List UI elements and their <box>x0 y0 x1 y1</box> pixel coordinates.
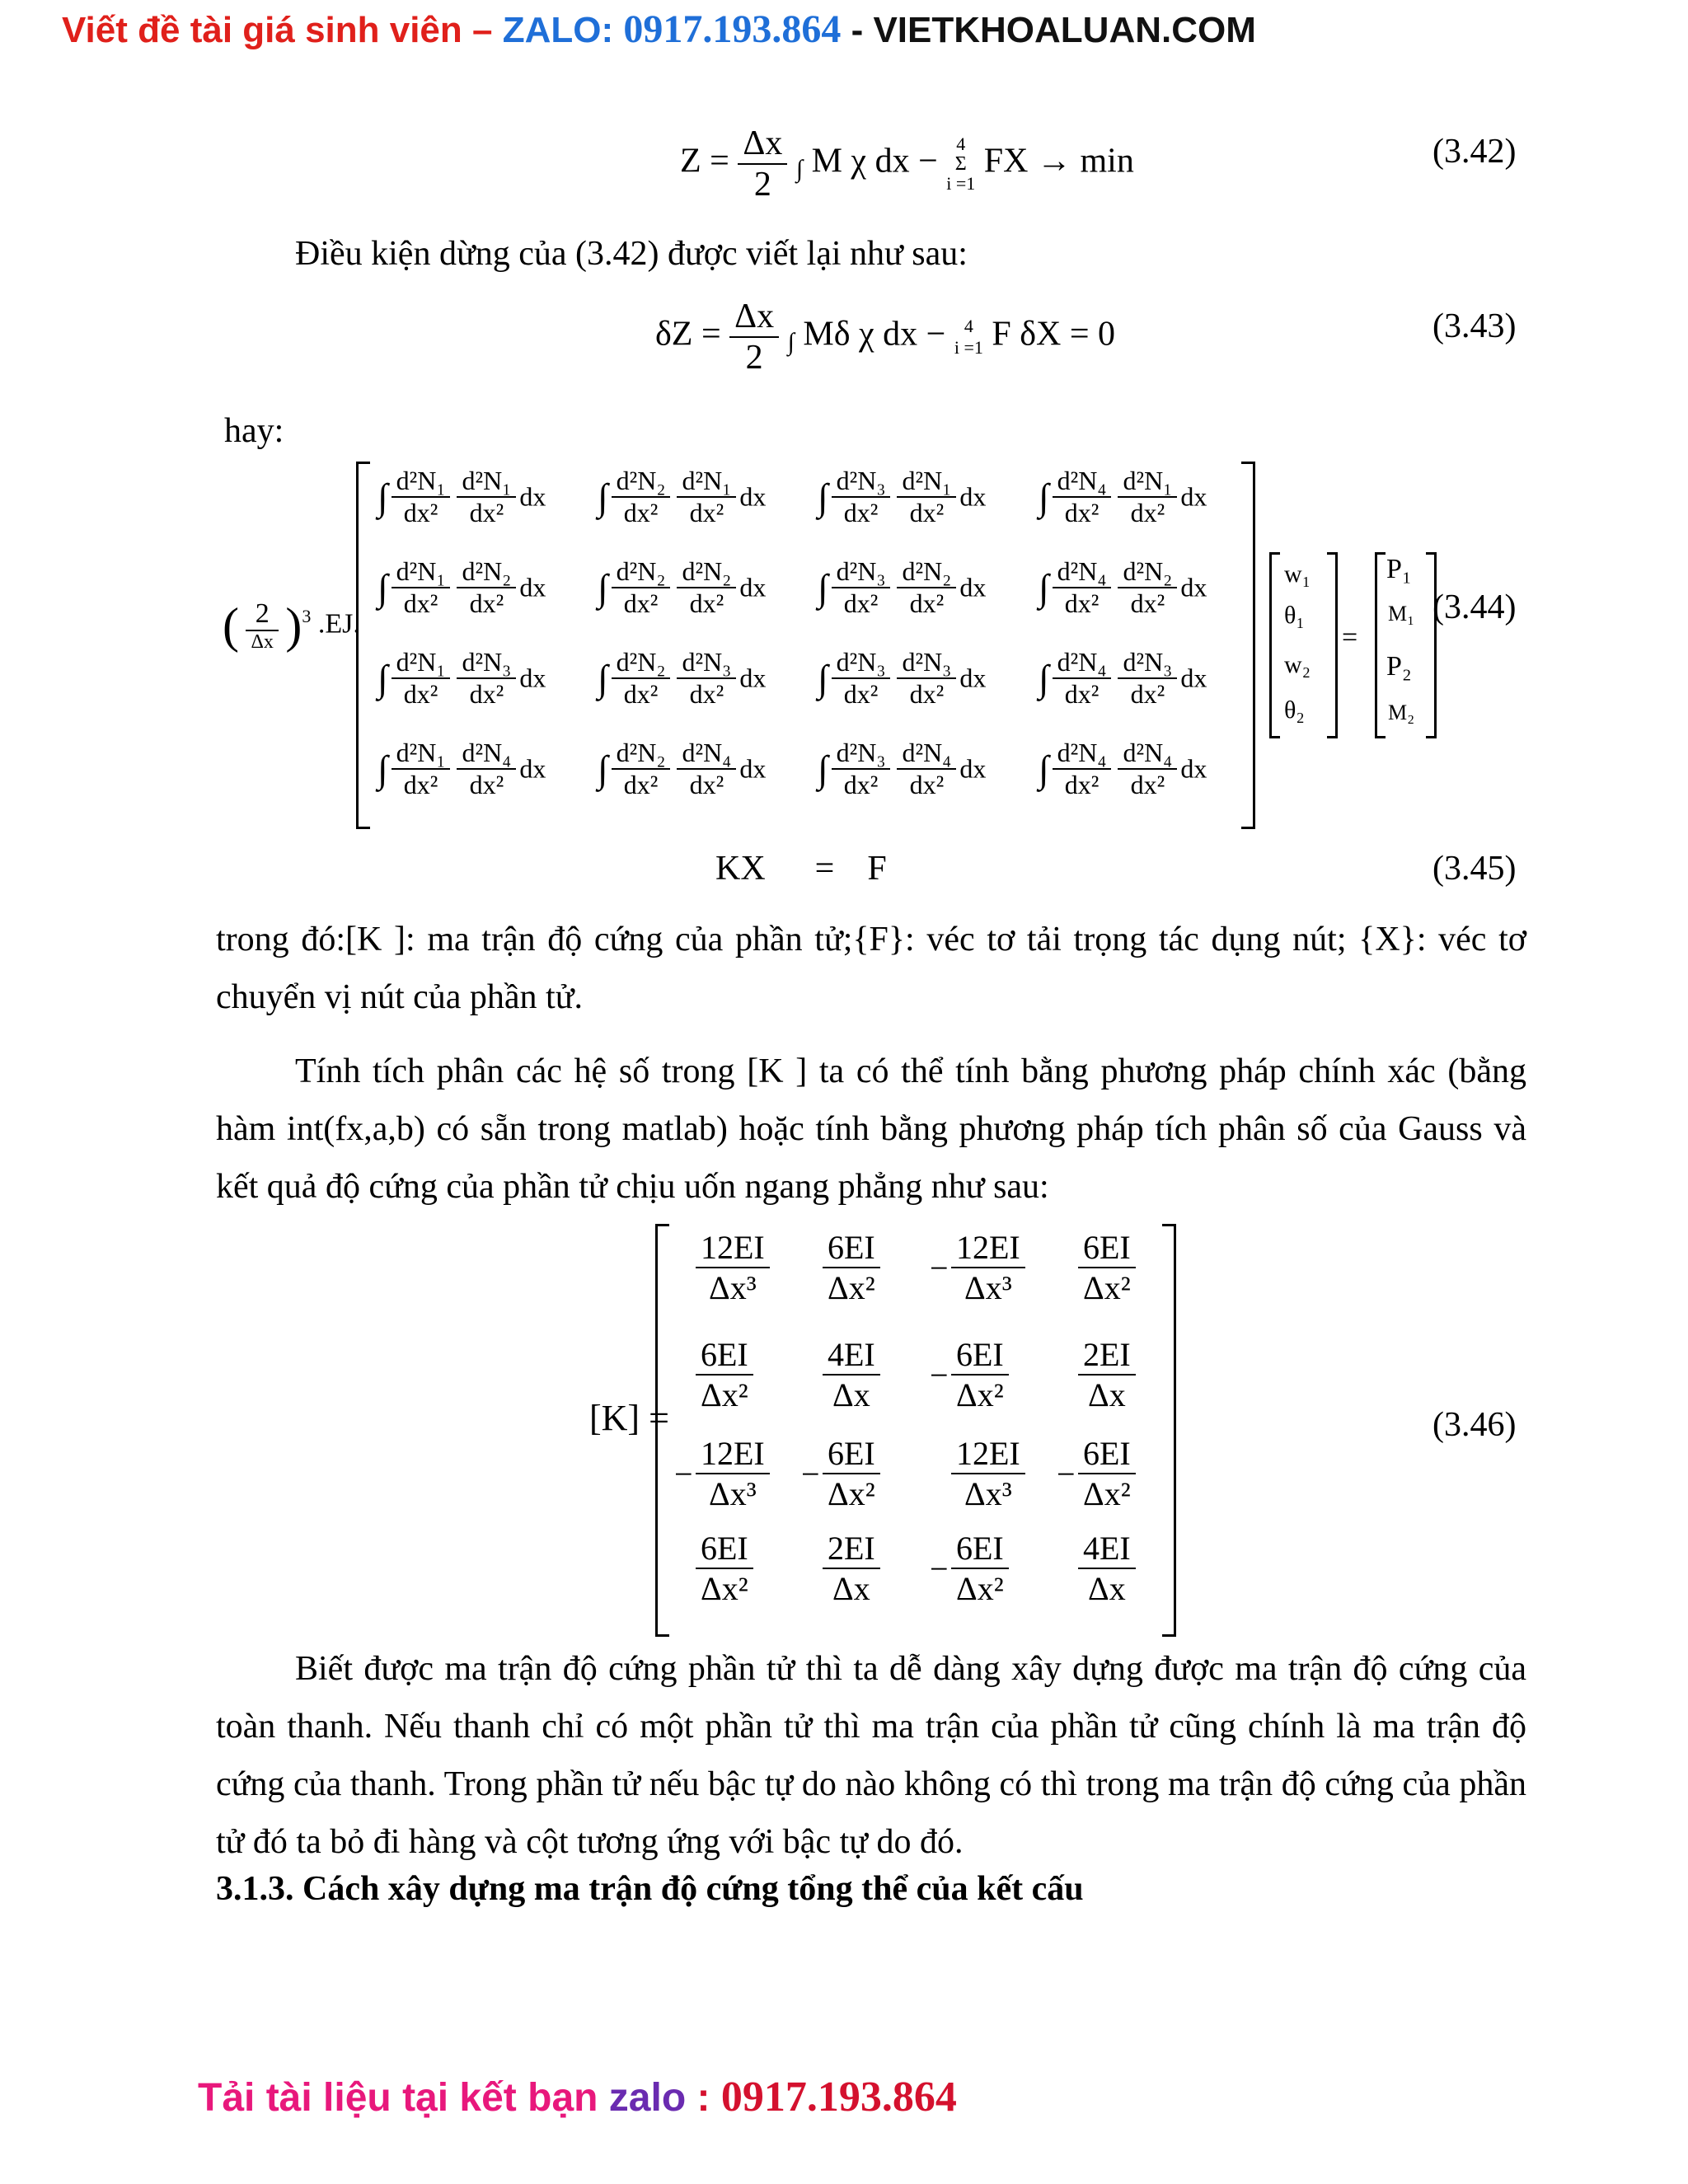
fraction: $\frac{4EI}{\Delta x}$ <box>1078 1529 1136 1608</box>
integral-entry <box>598 466 766 528</box>
vector-bracket-left <box>1375 552 1386 738</box>
sign: − <box>930 1549 949 1587</box>
equation-3-44 <box>223 462 1517 841</box>
derivative-fraction: $\frac{\text{d²N₄}}{\text{dx²}}$ <box>457 738 516 800</box>
fraction: $\frac{\Delta x}{2}$ <box>729 297 779 377</box>
integral-sign: ∫ <box>1039 476 1049 518</box>
integral-entry <box>1039 738 1207 800</box>
integral-entry <box>818 556 986 619</box>
equation-label: (3.44) <box>1432 588 1517 626</box>
sign: − <box>930 1249 949 1286</box>
derivative-fraction: $\frac{\text{d²N₂}}{\text{dx²}}$ <box>612 466 671 528</box>
derivative-fraction: $\frac{\text{d²N₃}}{\text{dx²}}$ <box>832 556 891 619</box>
integral-entry <box>598 647 766 710</box>
matrix-bracket-left <box>655 1224 669 1637</box>
differential: dx <box>1180 481 1207 512</box>
header-text: Viết đề tài giá sinh viên – <box>62 10 503 50</box>
derivative-fraction: $\frac{\text{d²N₂}}{\text{dx²}}$ <box>457 556 516 619</box>
derivative-fraction: $\frac{\text{d²N₄}}{\text{dx²}}$ <box>1053 466 1112 528</box>
integral-sign: ∫ <box>1039 566 1049 609</box>
derivative-fraction: $\frac{\text{d²N₁}}{\text{dx²}}$ <box>392 647 451 710</box>
vector-bracket-right <box>1426 552 1437 738</box>
differential: dx <box>739 481 767 512</box>
fraction: $\frac{\Delta x}{2}$ <box>738 124 787 204</box>
sign: − <box>930 1356 949 1394</box>
integral-sign: ∫ <box>818 748 828 790</box>
integral-entry <box>377 556 546 619</box>
paragraph-assembly: Biết được ma trận độ cứng phần tử thì ta dễ dàng xây dựng được ma trận độ cứng của toàn thanh. Nếu thanh chỉ có một phần tử thì ma trận của phần tử cũng chính là ma trận độ cứng của thanh. Trong phần tử nếu bậc tự do nào không có thì trong ma trận độ cứng của phần tử đó ta bỏ đi hàng và cột tương ứng với bậc tự do đó. <box>216 1650 1526 1861</box>
integral-entry <box>818 647 986 710</box>
integral-entry <box>1039 647 1207 710</box>
integral-entry <box>1039 466 1207 528</box>
header-zalo-label: ZALO: <box>502 10 624 50</box>
integral-sign: ∫ <box>377 657 388 700</box>
fraction: $\frac{6EI}{\text{Δx²}}$ <box>823 1228 880 1307</box>
integral-sign: ∫ <box>795 155 804 183</box>
derivative-fraction: $\frac{\text{d²N₂}}{\text{dx²}}$ <box>612 738 671 800</box>
integral-sign: ∫ <box>598 566 608 609</box>
fraction: $\frac{6EI}{\text{Δx²}}$ <box>1078 1228 1136 1307</box>
derivative-fraction: $\frac{\text{d²N₁}}{\text{dx²}}$ <box>1118 466 1177 528</box>
derivative-fraction: $\frac{\text{d²N₃}}{\text{dx²}}$ <box>677 647 736 710</box>
differential: dx <box>959 572 987 602</box>
word-hay: hay: <box>224 412 284 450</box>
vector-f-2: M₁ <box>1388 602 1415 626</box>
matrix-entry <box>801 1335 880 1414</box>
integral-sign: ∫ <box>1039 657 1049 700</box>
derivative-fraction: $\frac{\text{d²N₂}}{\text{dx²}}$ <box>1118 556 1177 619</box>
section-heading: 3.1.3. Cách xây dựng ma trận độ cứng tổng thể của kết cấu <box>216 1870 1084 1908</box>
vector-x-2: θ₁ <box>1284 602 1305 629</box>
vector-x-3: w₂ <box>1284 651 1311 678</box>
differential: dx <box>519 753 546 784</box>
sign: − <box>674 1455 693 1493</box>
differential: dx <box>1180 753 1207 784</box>
fraction: $\frac{12EI}{\text{Δx³}}$ <box>951 1228 1025 1307</box>
integral-entry <box>377 466 546 528</box>
derivative-fraction: $\frac{\text{d²N₂}}{\text{dx²}}$ <box>897 556 956 619</box>
integral-entry <box>377 738 546 800</box>
fraction: $\frac{4EI}{\Delta x}$ <box>823 1335 880 1414</box>
derivative-fraction: $\frac{\text{d²N₁}}{\text{dx²}}$ <box>392 556 451 619</box>
matrix-entry <box>674 1529 753 1608</box>
matrix-entry <box>674 1228 770 1307</box>
matrix-entry <box>1057 1335 1136 1414</box>
summation: 4 Σ i =1 <box>946 134 976 194</box>
matrix-entry <box>1057 1434 1136 1513</box>
derivative-fraction: $\frac{\text{d²N₄}}{\text{dx²}}$ <box>1118 738 1177 800</box>
vector-x-4: θ₂ <box>1284 696 1305 724</box>
integral-sign: ∫ <box>818 566 828 609</box>
equation-label: (3.46) <box>1432 1406 1517 1444</box>
fraction: $\frac{6EI}{\text{Δx²}}$ <box>696 1335 753 1414</box>
matrix-bracket-left <box>356 462 370 829</box>
derivative-fraction: $\frac{\text{d²N₂}}{\text{dx²}}$ <box>677 556 736 619</box>
summation: 4 i =1 <box>954 316 983 358</box>
matrix-entry <box>930 1228 1025 1307</box>
derivative-fraction: $\frac{\text{d²N₂}}{\text{dx²}}$ <box>612 556 671 619</box>
integral-entry <box>598 556 766 619</box>
derivative-fraction: $\frac{\text{d²N₄}}{\text{dx²}}$ <box>1053 738 1112 800</box>
integral-entry <box>598 738 766 800</box>
equation-label: (3.42) <box>1432 133 1517 171</box>
matrix-entry <box>674 1434 770 1513</box>
footer-text: Tải tài liệu tại kết bạn <box>198 2076 609 2120</box>
derivative-fraction: $\frac{\text{d²N₃}}{\text{dx²}}$ <box>897 647 956 710</box>
derivative-fraction: $\frac{\text{d²N₃}}{\text{dx²}}$ <box>832 738 891 800</box>
derivative-fraction: $\frac{\text{d²N₁}}{\text{dx²}}$ <box>457 466 516 528</box>
equation-label: (3.43) <box>1432 307 1517 345</box>
vector-bracket-right <box>1327 552 1338 738</box>
vector-f-3: P₂ <box>1386 651 1412 682</box>
paragraph-definitions: trong đó:[K ]: ma trận độ cứng của phần tử;{F}: véc tơ tải trọng tác dụng nút; {X}: véc tơ chuyển vị nút của phần tử. <box>216 921 1526 1016</box>
integral-sign: ∫ <box>377 748 388 790</box>
integral-sign: ∫ <box>598 476 608 518</box>
fraction: $\frac{6EI}{\text{Δx²}}$ <box>951 1529 1009 1608</box>
derivative-fraction: $\frac{\text{d²N₄}}{\text{dx²}}$ <box>897 738 956 800</box>
integral-sign: ∫ <box>818 657 828 700</box>
matrix-entry <box>930 1335 1009 1414</box>
derivative-fraction: $\frac{\text{d²N₁}}{\text{dx²}}$ <box>392 738 451 800</box>
derivative-fraction: $\frac{\text{d²N₃}}{\text{dx²}}$ <box>1118 647 1177 710</box>
footer-phone: 0917.193.864 <box>720 2074 957 2121</box>
equation-3-43: δZ = $\frac{\Delta x}{2}$ ∫ Mδ χ dx − 4 i =1 F δX = 0 <box>655 298 1116 377</box>
differential: dx <box>739 663 767 693</box>
derivative-fraction: $\frac{\text{d²N₃}}{\text{dx²}}$ <box>832 466 891 528</box>
differential: dx <box>519 572 546 602</box>
differential: dx <box>739 753 767 784</box>
differential: dx <box>959 753 987 784</box>
sign: − <box>801 1455 820 1493</box>
integral-sign: ∫ <box>598 657 608 700</box>
derivative-fraction: $\frac{\text{d²N₄}}{\text{dx²}}$ <box>1053 556 1112 619</box>
integral-sign: ∫ <box>377 476 388 518</box>
fraction: $\frac{12EI}{\text{Δx³}}$ <box>696 1228 770 1307</box>
derivative-fraction: $\frac{\text{d²N₂}}{\text{dx²}}$ <box>612 647 671 710</box>
matrix-bracket-right <box>1241 462 1255 829</box>
prefix-factor: ( $\frac{2}{\Delta x}$ )$^3$ .EJ. <box>223 598 360 653</box>
derivative-fraction: $\frac{\text{d²N₁}}{\text{dx²}}$ <box>392 466 451 528</box>
derivative-fraction: $\frac{\text{d²N₃}}{\text{dx²}}$ <box>832 647 891 710</box>
fraction: $\frac{6EI}{\text{Δx²}}$ <box>1078 1434 1136 1513</box>
sign: − <box>1057 1455 1076 1493</box>
derivative-fraction: $\frac{\text{d²N₄}}{\text{dx²}}$ <box>677 738 736 800</box>
integral-entry <box>1039 556 1207 619</box>
integral-sign: ∫ <box>377 566 388 609</box>
footer-zalo-label: zalo <box>608 2076 687 2120</box>
equation-3-45: KX = F <box>715 850 887 888</box>
matrix-entry <box>1057 1228 1136 1307</box>
vector-x-1: w₁ <box>1284 560 1311 588</box>
fraction: $\frac{6EI}{\text{Δx²}}$ <box>823 1434 880 1513</box>
paragraph-condition: Điều kiện dừng của (3.42) được viết lại như sau: <box>295 235 968 273</box>
differential: dx <box>1180 572 1207 602</box>
vector-f-4: M₂ <box>1388 701 1415 724</box>
header-phone: 0917.193.864 <box>623 7 842 51</box>
equation-3-42: Z = $\frac{\Delta x}{2}$ ∫ M χ dx − 4 Σ i =1 FX → min <box>680 124 1134 204</box>
fraction: $\frac{2EI}{\Delta x}$ <box>823 1529 880 1608</box>
integral-sign: ∫ <box>598 748 608 790</box>
page-footer: Tải tài liệu tại kết bạn zalo : 0917.193.864 <box>198 2074 957 2121</box>
matrix-entry <box>1057 1529 1136 1608</box>
page-header <box>62 7 1256 52</box>
derivative-fraction: $\frac{\text{d²N₄}}{\text{dx²}}$ <box>1053 647 1112 710</box>
differential: dx <box>959 481 987 512</box>
matrix-entry <box>801 1434 880 1513</box>
matrix-entry <box>674 1335 753 1414</box>
integral-sign: ∫ <box>787 328 795 356</box>
fraction: $\frac{12EI}{\text{Δx³}}$ <box>951 1434 1025 1513</box>
integral-entry <box>818 738 986 800</box>
fraction: $\frac{2EI}{\Delta x}$ <box>1078 1335 1136 1414</box>
fraction: $\frac{6EI}{\text{Δx²}}$ <box>951 1335 1009 1414</box>
differential: dx <box>519 663 546 693</box>
vector-bracket-left <box>1269 552 1280 738</box>
matrix-bracket-right <box>1162 1224 1176 1637</box>
paragraph-integration: Tính tích phân các hệ số trong [K ] ta có thể tính bằng phương pháp chính xác (bằng hàm int(fx,a,b) có sẵn trong matlab) hoặc tính bằng phương pháp tích phân số của Gauss và kết quả độ cứng của phần tử chịu uốn ngang phẳng như sau: <box>216 1052 1526 1206</box>
matrix-entry <box>930 1434 1025 1513</box>
equation-label: (3.45) <box>1432 850 1517 888</box>
equation-3-46 <box>585 1220 1533 1648</box>
integral-entry <box>818 466 986 528</box>
fraction: $\frac{12EI}{\text{Δx³}}$ <box>696 1434 770 1513</box>
differential: dx <box>1180 663 1207 693</box>
header-site: - VIETKHOALUAN.COM <box>841 10 1256 50</box>
integral-entry <box>377 647 546 710</box>
matrix-entry <box>930 1529 1009 1608</box>
differential: dx <box>739 572 767 602</box>
derivative-fraction: $\frac{\text{d²N₃}}{\text{dx²}}$ <box>457 647 516 710</box>
matrix-entry <box>801 1529 880 1608</box>
equals-sign: = <box>1342 622 1358 653</box>
integral-sign: ∫ <box>1039 748 1049 790</box>
matrix-entry <box>801 1228 880 1307</box>
differential: dx <box>519 481 546 512</box>
differential: dx <box>959 663 987 693</box>
fraction: $\frac{6EI}{\text{Δx²}}$ <box>696 1529 753 1608</box>
vector-f-1: P₁ <box>1386 554 1412 584</box>
derivative-fraction: $\frac{\text{d²N₁}}{\text{dx²}}$ <box>677 466 736 528</box>
derivative-fraction: $\frac{\text{d²N₁}}{\text{dx²}}$ <box>897 466 956 528</box>
k-symbol: [K] = <box>589 1398 669 1438</box>
integral-sign: ∫ <box>818 476 828 518</box>
